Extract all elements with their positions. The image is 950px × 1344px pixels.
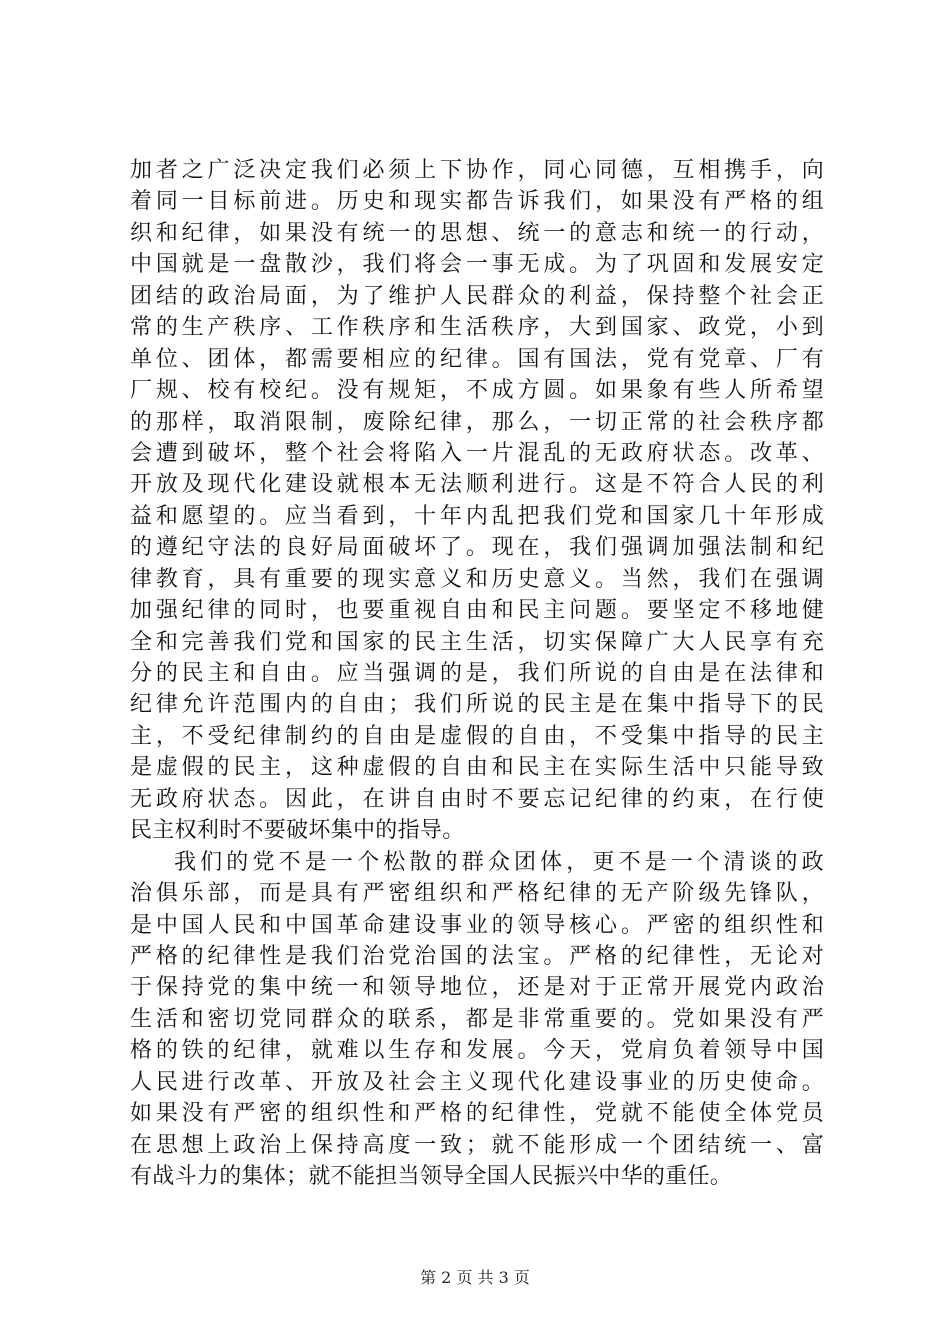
text-line: 生活和密切党同群众的联系，都是非常重要的。党如果没有严 xyxy=(130,1006,824,1032)
text-line: 中国就是一盘散沙，我们将会一事无成。为了巩固和发展安定 xyxy=(130,252,824,278)
text-line: 加者之广泛决定我们必须上下协作，同心同德，互相携手，向 xyxy=(130,158,824,183)
text-line: 着同一目标前进。历史和现实都告诉我们，如果没有严格的组 xyxy=(130,189,824,215)
text-line: 是中国人民和中国革命建设事业的领导核心。严密的组织性和 xyxy=(130,912,824,938)
text-line: 于保持党的集中统一和领导地位，还是对于正常开展党内政治 xyxy=(130,975,824,1001)
text-line: 的那样，取消限制，废除纪律，那么，一切正常的社会秩序都 xyxy=(130,409,824,435)
text-line: 团结的政治局面，为了维护人民群众的利益，保持整个社会正 xyxy=(130,283,824,309)
text-line: 我们的党不是一个松散的群众团体，更不是一个清谈的政 xyxy=(174,849,824,875)
text-line: 分的民主和自由。应当强调的是，我们所说的自由是在法律和 xyxy=(130,661,824,686)
text-line: 律教育，具有重要的现实意义和历史意义。当然，我们在强调 xyxy=(130,566,824,592)
text-line: 的遵纪守法的良好局面破坏了。现在，我们强调加强法制和纪 xyxy=(130,535,824,561)
text-line: 主，不受纪律制约的自由是虚假的自由，不受集中指导的民主 xyxy=(130,723,824,749)
text-line: 织和纪律，如果没有统一的思想、统一的意志和统一的行动， xyxy=(130,220,824,246)
text-line: 如果没有严密的组织性和严格的纪律性，党就不能使全体党员 xyxy=(130,1101,824,1127)
text-line: 严格的纪律性是我们治党治国的法宝。严格的纪律性，无论对 xyxy=(130,943,824,969)
text-line: 常的生产秩序、工作秩序和生活秩序，大到国家、政党，小到 xyxy=(130,315,824,341)
text-line: 加强纪律的同时，也要重视自由和民主问题。要坚定不移地健 xyxy=(130,598,824,624)
text-line: 厂规、校有校纪。没有规矩，不成方圆。如果象有些人所希望 xyxy=(130,378,824,404)
text-line: 人民进行改革、开放及社会主义现代化建设事业的历史使命。 xyxy=(130,1069,824,1095)
text-line: 民主权利时不要破坏集中的指导。 xyxy=(130,818,465,844)
text-line: 无政府状态。因此，在讲自由时不要忘记纪律的约束，在行使 xyxy=(130,786,824,812)
text-line: 单位、团体，都需要相应的纪律。国有国法，党有党章、厂有 xyxy=(130,346,824,372)
text-line: 治俱乐部，而是具有严密组织和严格纪律的无产阶级先锋队， xyxy=(130,881,824,907)
text-line: 纪律允许范围内的自由；我们所说的民主是在集中指导下的民 xyxy=(130,692,824,718)
text-line: 是虚假的民主，这种虚假的自由和民主在实际生活中只能导致 xyxy=(130,755,824,781)
text-line: 在思想上政治上保持高度一致；就不能形成一个团结统一、富 xyxy=(130,1132,824,1158)
text-line: 开放及现代化建设就根本无法顺利进行。这是不符合人民的利 xyxy=(130,472,824,498)
page-footer: 第 2 页 共 3 页 xyxy=(420,1268,530,1287)
text-line: 益和愿望的。应当看到，十年内乱把我们党和国家几十年形成 xyxy=(130,503,824,529)
text-line: 全和完善我们党和国家的民主生活，切实保障广大人民享有充 xyxy=(130,629,824,655)
text-line: 会遭到破坏，整个社会将陷入一片混乱的无政府状态。改革、 xyxy=(130,440,824,466)
text-line: 有战斗力的集体；就不能担当领导全国人民振兴中华的重任。 xyxy=(130,1164,733,1189)
paragraph-container xyxy=(130,155,824,1192)
text-line: 格的铁的纪律，就难以生存和发展。今天，党肩负着领导中国 xyxy=(130,1038,824,1064)
body-text xyxy=(130,155,824,1192)
